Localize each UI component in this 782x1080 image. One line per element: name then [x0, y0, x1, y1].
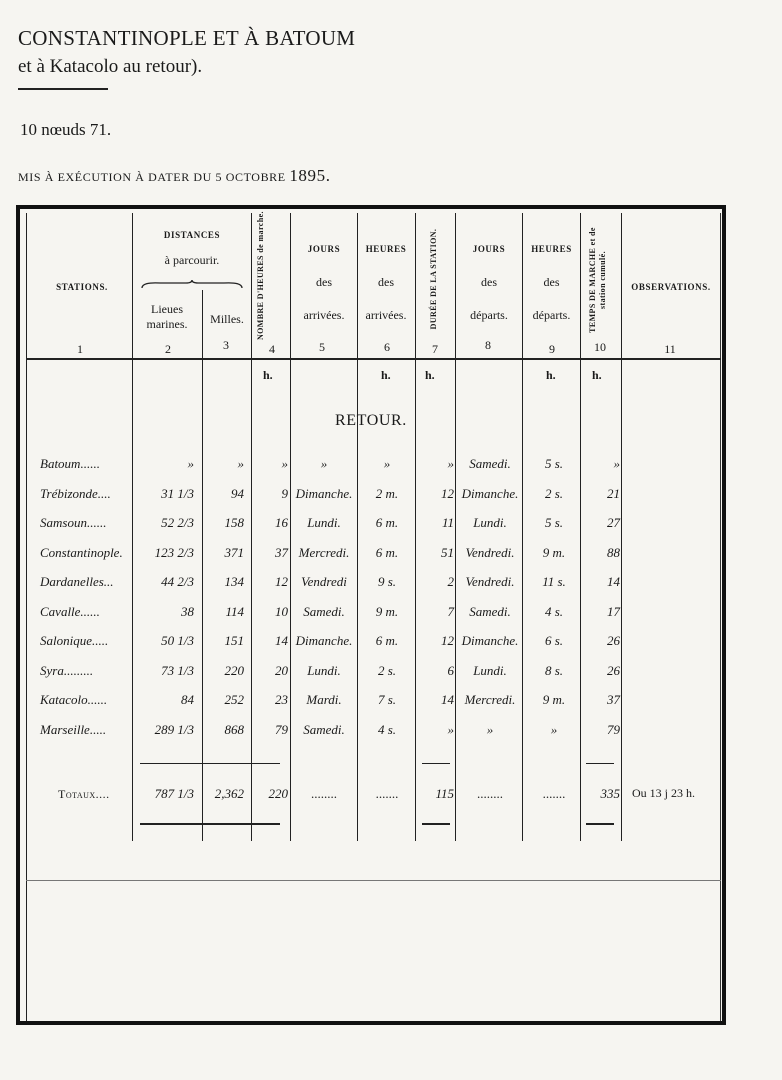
row-jour-depart: » — [486, 721, 494, 737]
header-jours-arrivees-2: des — [316, 275, 332, 289]
row-cumul: 17 — [607, 603, 620, 619]
column-rule — [580, 213, 581, 841]
row-heure-arrivee: 6 m. — [375, 633, 399, 648]
row-lieues: 123 2/3 — [154, 544, 194, 560]
row-cumul: 88 — [607, 544, 620, 560]
row-heure-arrivee: 7 s. — [377, 692, 397, 707]
row-heure-depart: 4 s. — [544, 603, 564, 619]
row-cumul: 26 — [607, 662, 620, 678]
header-heures-departs-3: départs. — [532, 308, 571, 322]
row-milles: » — [237, 456, 244, 471]
row-jour-arrivee: » — [320, 456, 328, 471]
row-milles: 371 — [224, 544, 244, 560]
row-jour-depart: Vendredi. — [465, 544, 515, 560]
row-jour-arrivee: Mardi. — [306, 692, 342, 707]
subtotal-rule — [422, 763, 450, 764]
section-title-retour: RETOUR. — [335, 412, 407, 429]
row-jour-depart: Vendredi. — [465, 574, 515, 589]
row-heure-depart: » — [550, 721, 558, 737]
row-jour-depart: Dimanche. — [461, 485, 519, 501]
row-jour-depart: Samedi. — [469, 603, 511, 619]
row-heure-depart: 9 m. — [542, 544, 566, 560]
column-rule — [26, 213, 27, 1021]
row-jour-depart: Lundi. — [473, 662, 507, 678]
row-duree: 7 — [447, 603, 454, 619]
total-rule — [586, 823, 614, 825]
row-heure-depart: 8 s. — [544, 662, 564, 678]
row-duree: » — [447, 456, 454, 471]
column-rule — [290, 213, 291, 841]
speed-note: 10 nœuds 71. — [20, 120, 112, 139]
header-jours-departs-2: des — [481, 275, 497, 289]
totals-jour-arr: ........ — [311, 786, 337, 801]
row-heure-depart: 2 s. — [544, 485, 564, 501]
totals-cumul: 335 — [600, 786, 620, 801]
header-lieues: Lieues marines. — [146, 302, 188, 331]
column-number: 1 — [77, 342, 83, 356]
row-station: Batoum...... — [40, 456, 100, 471]
header-distances: DISTANCES — [163, 230, 221, 240]
header-milles: Milles. — [210, 312, 244, 326]
row-cumul: 79 — [607, 721, 620, 737]
row-heure-arrivee: 4 s. — [377, 721, 397, 737]
row-cumul: » — [613, 456, 620, 471]
header-jours-departs-3: départs. — [470, 308, 508, 322]
row-milles: 252 — [224, 692, 244, 707]
header-jours-departs-1: JOURS — [472, 244, 506, 254]
row-milles: 151 — [224, 633, 244, 648]
row-heures: 12 — [275, 574, 288, 589]
row-jour-arrivee: Samedi. — [303, 721, 345, 737]
totals-heure-arr: ....... — [375, 786, 399, 801]
row-heure-depart: 9 m. — [542, 692, 566, 707]
row-jour-arrivee: Vendredi — [301, 574, 347, 589]
unit-hours: h. — [592, 368, 602, 382]
row-heures: 16 — [275, 515, 288, 530]
row-jour-depart: Mercredi. — [464, 692, 516, 707]
row-station: Salonique..... — [40, 633, 109, 648]
total-rule — [140, 823, 280, 825]
row-duree: 2 — [447, 574, 454, 589]
row-cumul: 27 — [607, 515, 620, 530]
subtotal-rule — [586, 763, 614, 764]
row-duree: 12 — [441, 485, 454, 501]
header-jours-arrivees-1: JOURS — [307, 244, 341, 254]
page-title: CONSTANTINOPLE ET À BATOUM — [18, 26, 356, 50]
header-rule — [26, 358, 721, 360]
row-lieues: 289 1/3 — [154, 721, 194, 737]
effective-date-line — [18, 166, 331, 186]
unit-hours: h. — [381, 368, 391, 382]
totals-heures: 220 — [268, 786, 288, 801]
row-heures: 79 — [275, 721, 288, 737]
row-duree: 6 — [447, 662, 454, 678]
unit-hours: h. — [263, 368, 273, 382]
column-number: 11 — [664, 342, 676, 356]
column-number: 10 — [594, 340, 606, 354]
row-cumul: 26 — [607, 633, 620, 648]
row-lieues: » — [187, 456, 194, 471]
totals-label: Totaux.... — [58, 787, 110, 801]
title-rule — [18, 88, 108, 90]
row-station: Katacolo...... — [40, 692, 108, 707]
header-heures-departs-1: HEURES — [531, 244, 572, 254]
column-number: 6 — [384, 340, 390, 354]
row-heures: 9 — [281, 485, 288, 501]
row-duree: 51 — [441, 544, 454, 560]
column-number: 3 — [223, 338, 229, 352]
header-heures-arrivees-2: des — [378, 275, 394, 289]
row-heures: » — [281, 456, 288, 471]
row-jour-arrivee: Samedi. — [303, 603, 345, 619]
totals-heure-dep: ....... — [542, 786, 566, 801]
row-lieues: 38 — [181, 603, 194, 619]
header-observations: OBSERVATIONS. — [631, 282, 711, 292]
page-subtitle: et à Katacolo au retour). — [18, 56, 203, 77]
totals-jour-dep: ........ — [477, 786, 503, 801]
row-jour-depart: Samedi. — [469, 456, 511, 471]
row-heures: 23 — [275, 692, 288, 707]
row-jour-arrivee: Dimanche. — [295, 633, 353, 648]
row-jour-depart: Lundi. — [473, 515, 507, 530]
row-milles: 114 — [225, 603, 244, 619]
row-heure-arrivee: 2 s. — [377, 662, 397, 678]
row-lieues: 52 2/3 — [161, 515, 194, 530]
row-lieues: 84 — [181, 692, 194, 707]
row-jour-arrivee: Dimanche. — [295, 485, 353, 501]
row-jour-depart: Dimanche. — [461, 633, 519, 648]
row-cumul: 37 — [607, 692, 620, 707]
row-heure-depart: 5 s. — [544, 515, 564, 530]
row-heure-depart: 6 s. — [544, 633, 564, 648]
column-rule — [202, 290, 203, 841]
header-heures-arrivees-3: arrivées. — [365, 308, 407, 322]
row-station: Marseille..... — [40, 721, 107, 737]
row-heures: 14 — [275, 633, 288, 648]
row-station: Constantinople. — [40, 544, 123, 560]
row-milles: 134 — [224, 574, 244, 589]
column-rule — [621, 213, 622, 841]
row-cumul: 21 — [607, 485, 620, 501]
header-a-parcourir: à parcourir. — [164, 253, 220, 267]
row-milles: 868 — [224, 721, 244, 737]
total-rule — [422, 823, 450, 825]
footer-rule — [26, 880, 721, 881]
unit-hours: h. — [425, 368, 435, 382]
row-station: Trébizonde.... — [40, 485, 111, 501]
row-lieues: 50 1/3 — [161, 633, 194, 648]
row-jour-arrivee: Lundi. — [307, 515, 341, 530]
row-heure-arrivee: 6 m. — [375, 515, 399, 530]
row-cumul: 14 — [607, 574, 620, 589]
row-heure-depart: 5 s. — [544, 456, 564, 471]
row-heures: 20 — [275, 662, 288, 678]
row-station: Syra......... — [40, 662, 94, 678]
column-number: 5 — [319, 340, 325, 354]
row-duree: 11 — [441, 515, 454, 530]
row-milles: 94 — [231, 485, 244, 501]
row-duree: » — [447, 721, 454, 737]
row-station: Dardanelles... — [40, 574, 114, 589]
distances-brace — [140, 280, 244, 290]
header-duree-station: DURÉE DE LA STATION. — [429, 228, 438, 330]
column-number: 9 — [549, 342, 555, 356]
header-heures-departs-2: des — [543, 275, 560, 289]
row-milles: 220 — [224, 662, 244, 678]
row-milles: 158 — [224, 515, 244, 530]
header-temps-marche: TEMPS DE MARCHE et de station cumulé. — [588, 227, 607, 333]
row-lieues: 44 2/3 — [161, 574, 194, 589]
row-jour-arrivee: Lundi. — [307, 662, 341, 678]
row-heure-arrivee: 2 m. — [375, 485, 399, 501]
row-jour-arrivee: Mercredi. — [298, 544, 350, 560]
row-heure-arrivee: » — [383, 456, 391, 471]
header-heures-arrivees-1: HEURES — [365, 244, 407, 254]
row-lieues: 31 1/3 — [161, 485, 194, 501]
row-heures: 10 — [275, 603, 288, 619]
row-station: Samsoun...... — [40, 515, 107, 530]
row-lieues: 73 1/3 — [161, 662, 194, 678]
header-jours-arrivees-3: arrivées. — [303, 308, 345, 322]
header-stations: STATIONS. — [56, 282, 108, 292]
column-number: 4 — [269, 342, 275, 356]
row-heures: 37 — [275, 544, 288, 560]
subtotal-rule — [140, 763, 280, 764]
row-heure-arrivee: 9 s. — [377, 574, 397, 589]
effective-date-prefix: MIS À EXÉCUTION À DATER DU 5 OCTOBRE — [18, 170, 290, 184]
header-nombre-heures: NOMBRE D'HEURES de marche. — [256, 211, 265, 340]
totals-milles: 2,362 — [214, 786, 244, 801]
column-number: 7 — [432, 342, 438, 356]
totals-lieues: 787 1/3 — [154, 786, 194, 801]
column-rule — [132, 213, 133, 841]
totals-duree: 115 — [435, 786, 454, 801]
row-station: Cavalle...... — [40, 603, 100, 619]
effective-date-year: 1895. — [289, 166, 331, 185]
row-duree: 14 — [441, 692, 454, 707]
row-heure-arrivee: 6 m. — [375, 544, 399, 560]
totals-observation: Ou 13 j 23 h. — [632, 786, 695, 800]
row-heure-depart: 11 s. — [542, 574, 566, 589]
column-number: 2 — [165, 342, 171, 356]
row-duree: 12 — [441, 633, 454, 648]
row-heure-arrivee: 9 m. — [375, 603, 399, 619]
column-number: 8 — [485, 338, 491, 352]
unit-hours: h. — [546, 368, 556, 382]
